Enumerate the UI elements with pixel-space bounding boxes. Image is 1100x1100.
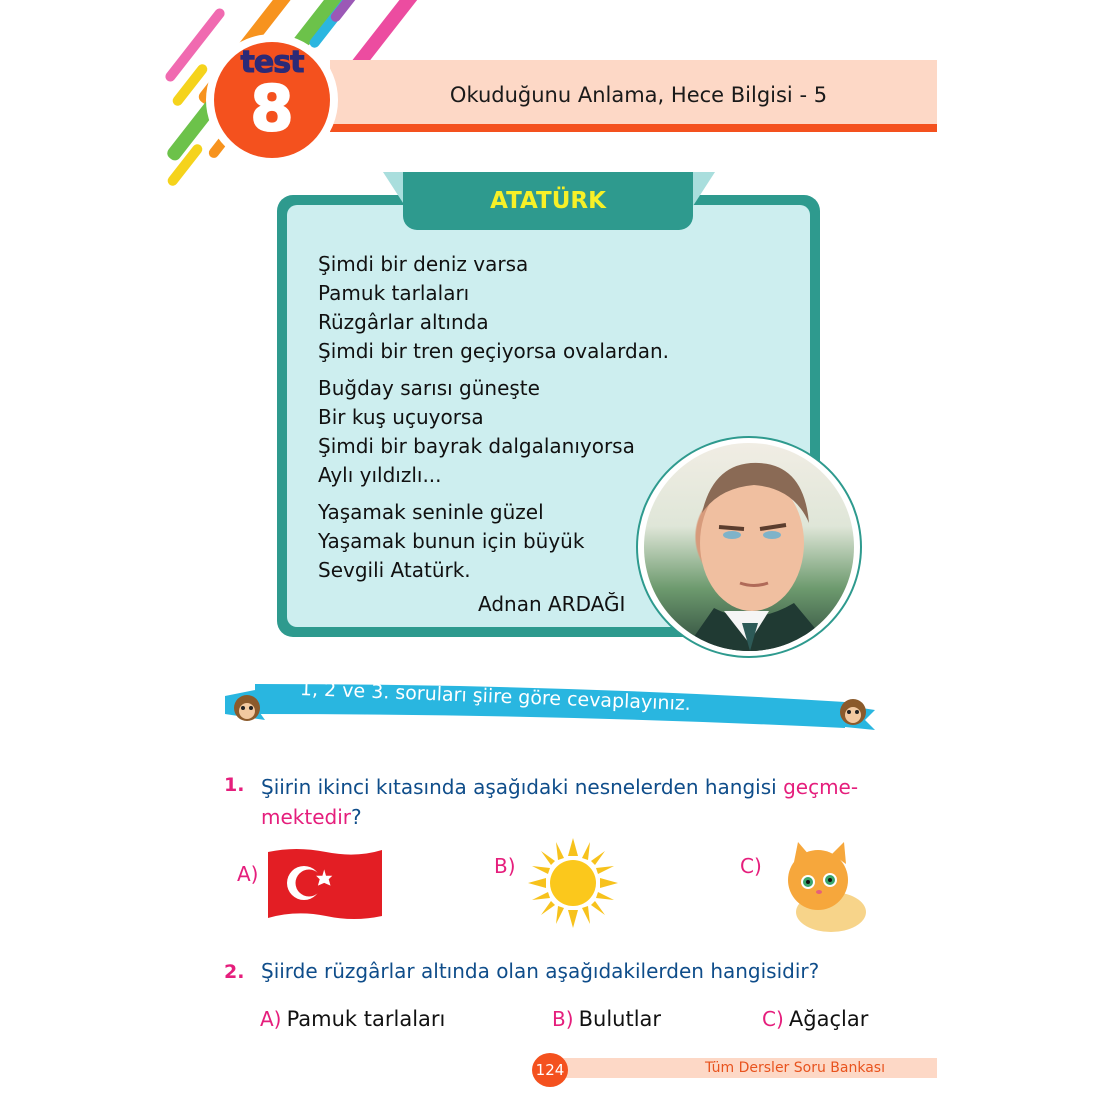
q1-option-a[interactable] xyxy=(237,862,258,886)
page-number: 124 xyxy=(532,1053,568,1087)
monkey-right-icon xyxy=(840,699,866,725)
turkish-flag-icon[interactable] xyxy=(266,846,384,920)
question-text: Şiirin ikinci kıtasında aşağıdaki nesnelerden hangisi xyxy=(261,775,784,799)
option-label: B) xyxy=(552,1007,574,1031)
question-number: 2. xyxy=(224,961,245,983)
option-label: B) xyxy=(494,854,516,878)
option-text: Pamuk tarlaları xyxy=(286,1007,446,1031)
q2-option-c[interactable] xyxy=(762,1007,868,1031)
poem-line: Pamuk tarlaları xyxy=(318,281,470,305)
question-1-number xyxy=(224,774,244,796)
poem-title: ATATÜRK xyxy=(490,188,606,214)
question-2-text: Şiirde rüzgârlar altında olan aşağıdakilerden hangisidir? xyxy=(261,959,820,983)
test-number: 8 xyxy=(250,72,294,145)
monkey-left-icon xyxy=(234,695,260,721)
poem-text xyxy=(318,250,669,593)
poem-line: Aylı yıldızlı... xyxy=(318,463,442,487)
q1-option-c[interactable] xyxy=(740,854,762,878)
q1-option-b[interactable] xyxy=(494,854,516,878)
poem-line: Buğday sarısı güneşte xyxy=(318,376,540,400)
poem-stanza-3 xyxy=(318,498,669,585)
poem-stanza-1 xyxy=(318,250,669,366)
q2-option-a[interactable] xyxy=(260,1007,445,1031)
poem-line: Şimdi bir deniz varsa xyxy=(318,252,529,276)
question-2-number xyxy=(224,961,244,983)
test-badge xyxy=(214,42,330,158)
page-title: Okuduğunu Anlama, Hece Bilgisi - 5 xyxy=(449,83,828,107)
option-label: A) xyxy=(237,862,259,886)
q2-option-b[interactable] xyxy=(552,1007,661,1031)
question-1-text xyxy=(261,772,901,832)
title-tab-fold-left xyxy=(383,172,405,206)
poem-author: Adnan ARDAĞI xyxy=(478,592,626,616)
poem-line: Rüzgârlar altında xyxy=(318,310,489,334)
title-tab-fold-right xyxy=(693,172,715,206)
kitten-icon[interactable] xyxy=(776,840,876,935)
poem-line: Yaşamak seninle güzel xyxy=(318,500,544,524)
option-text: Ağaçlar xyxy=(788,1007,869,1031)
question-emphasis: geçme- xyxy=(783,775,859,799)
question-emphasis: mektedir xyxy=(261,805,351,829)
poem-stanza-2 xyxy=(318,374,669,490)
poem-line: Yaşamak bunun için büyük xyxy=(318,529,585,553)
poem-line: Şimdi bir tren geçiyorsa ovalardan. xyxy=(318,339,670,363)
poem-line: Şimdi bir bayrak dalgalanıyorsa xyxy=(318,434,635,458)
question-end: ? xyxy=(351,805,362,829)
option-label: C) xyxy=(740,854,762,878)
test-label: test xyxy=(240,45,304,80)
option-label: A) xyxy=(260,1007,282,1031)
instruction-text: 1, 2 ve 3. soruları şiire göre cevaplayınız. xyxy=(299,678,692,716)
sun-icon[interactable] xyxy=(528,838,618,928)
ataturk-portrait-image xyxy=(644,443,854,651)
poem-line: Bir kuş uçuyorsa xyxy=(318,405,484,429)
portrait-illustration xyxy=(644,443,854,651)
poem-title-tab xyxy=(403,172,693,230)
option-label: C) xyxy=(762,1007,784,1031)
book-title: Tüm Dersler Soru Bankası xyxy=(705,1060,885,1076)
option-text: Bulutlar xyxy=(578,1007,662,1031)
question-number: 1. xyxy=(224,774,245,796)
poem-line: Sevgili Atatürk. xyxy=(318,558,471,582)
